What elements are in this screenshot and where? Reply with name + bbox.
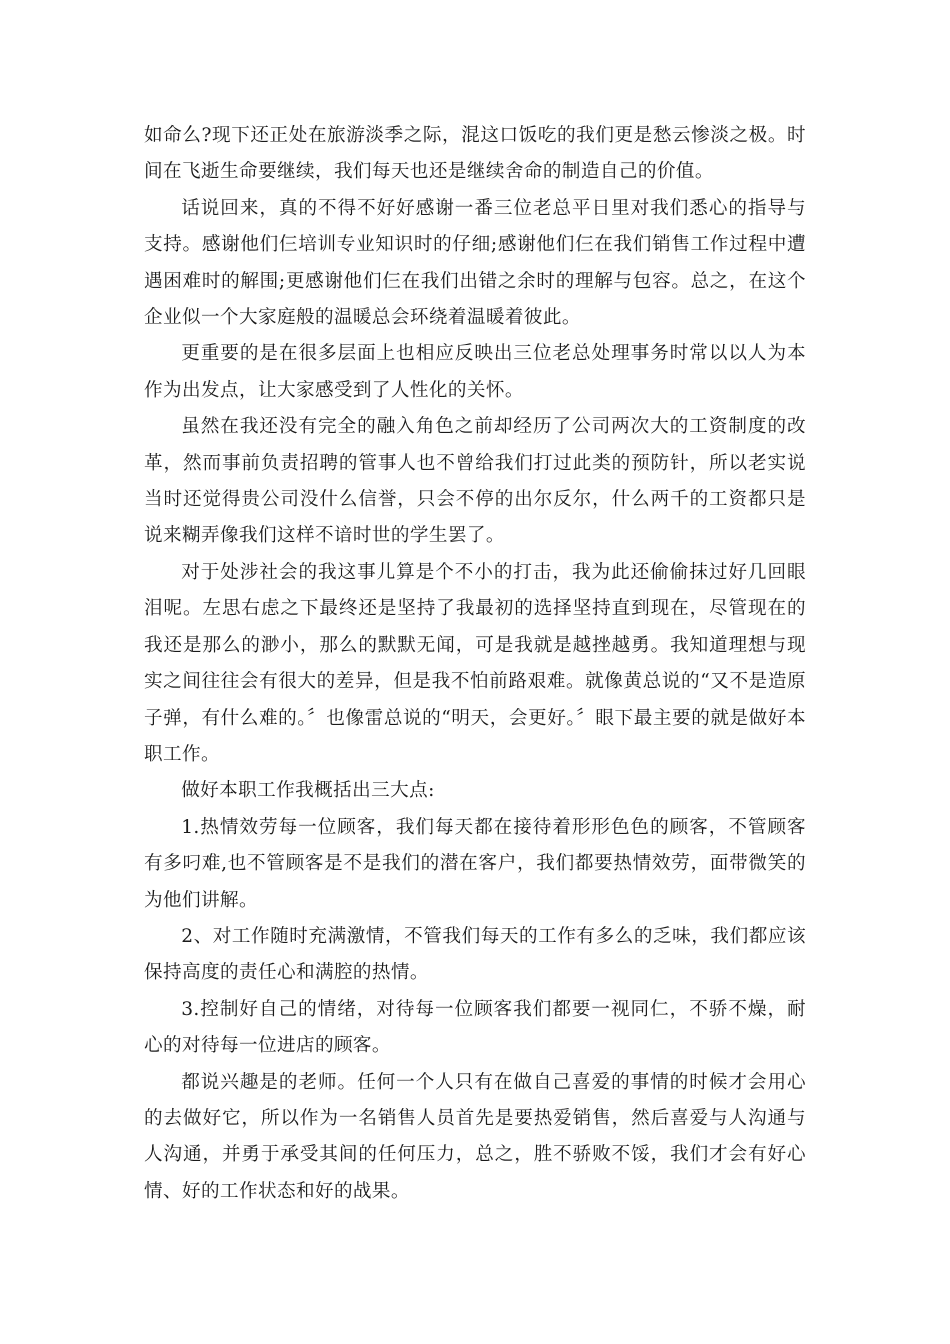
paragraph-thanks: 话说回来，真的不得不好好感谢一番三位老总平日里对我们悉心的指导与支持。感谢他们仨培训专业知识时的仔细;感谢他们仨在我们销售工作过程中遭遇困难时的解围;更感谢他们仨在我们出错之余时的理解与包容。总之，在这个企业似一个大家庭般的温暖总会环绕着温暖着彼此。 <box>144 197 806 329</box>
paragraph-perseverance: 对于处涉社会的我这事儿算是个不小的打击，我为此还偷偷抹过好几回眼泪呢。左思右虑之下最终还是坚持了我最初的选择坚持直到现在，尽管现在的我还是那么的渺小，那么的默默无闻，可是我就是越挫越勇。我知道理想与现实之间往往会有很大的差异，但是我不怕前路艰难。就像黄总说的“又不是造原子弹，有什么难的。〞也像雷总说的“明天，会更好。〞眼下最主要的就是做好本职工作。 <box>144 561 806 765</box>
list-item-point-3: 3.控制好自己的情绪，对待每一位顾客我们都要一视同仁，不骄不燥，耐心的对待每一位进店的顾客。 <box>144 998 806 1057</box>
paragraph-salary-reform: 虽然在我还没有完全的融入角色之前却经历了公司两次大的工资制度的改革，然而事前负责招聘的管事人也不曾给我们打过此类的预防针，所以老实说当时还觉得贵公司没什么信誉，只会不停的出尔反尔，什么两千的工资都只是说来糊弄像我们这样不谙时世的学生罢了。 <box>144 416 806 547</box>
paragraph-interest: 都说兴趣是的老师。任何一个人只有在做自己喜爱的事情的时候才会用心的去做好它，所以作为一名销售人员首先是要热爱销售，然后喜爱与人沟通与人沟通，并勇于承受其间的任何压力，总之，胜不骄败不馁，我们才会有好心情、好的工作状态和好的战果。 <box>144 1071 806 1202</box>
list-item-point-2: 2、对工作随时充满激情，不管我们每天的工作有多么的乏味，我们都应该保持高度的责任心和满腔的热情。 <box>144 925 806 984</box>
paragraph-continuation: 如命么?现下还正处在旅游淡季之际，混这口饭吃的我们更是愁云惨淡之极。时间在飞逝生命要继续，我们每天也还是继续舍命的制造自己的价值。 <box>144 125 806 183</box>
document-page <box>144 118 806 1210</box>
paragraph-people-oriented: 更重要的是在很多层面上也相应反映出三位老总处理事务时常以以人为本作为出发点，让大家感受到了人性化的关怀。 <box>144 343 806 401</box>
list-item-point-1: 1.热情效劳每一位顾客，我们每天都在接待着形形色色的顾客，不管顾客有多叼难,也不管顾客是不是我们的潜在客户，我们都要热情效劳，面带微笑的为他们讲解。 <box>144 816 806 911</box>
paragraph-three-points-intro: 做好本职工作我概括出三大点: <box>181 780 435 802</box>
